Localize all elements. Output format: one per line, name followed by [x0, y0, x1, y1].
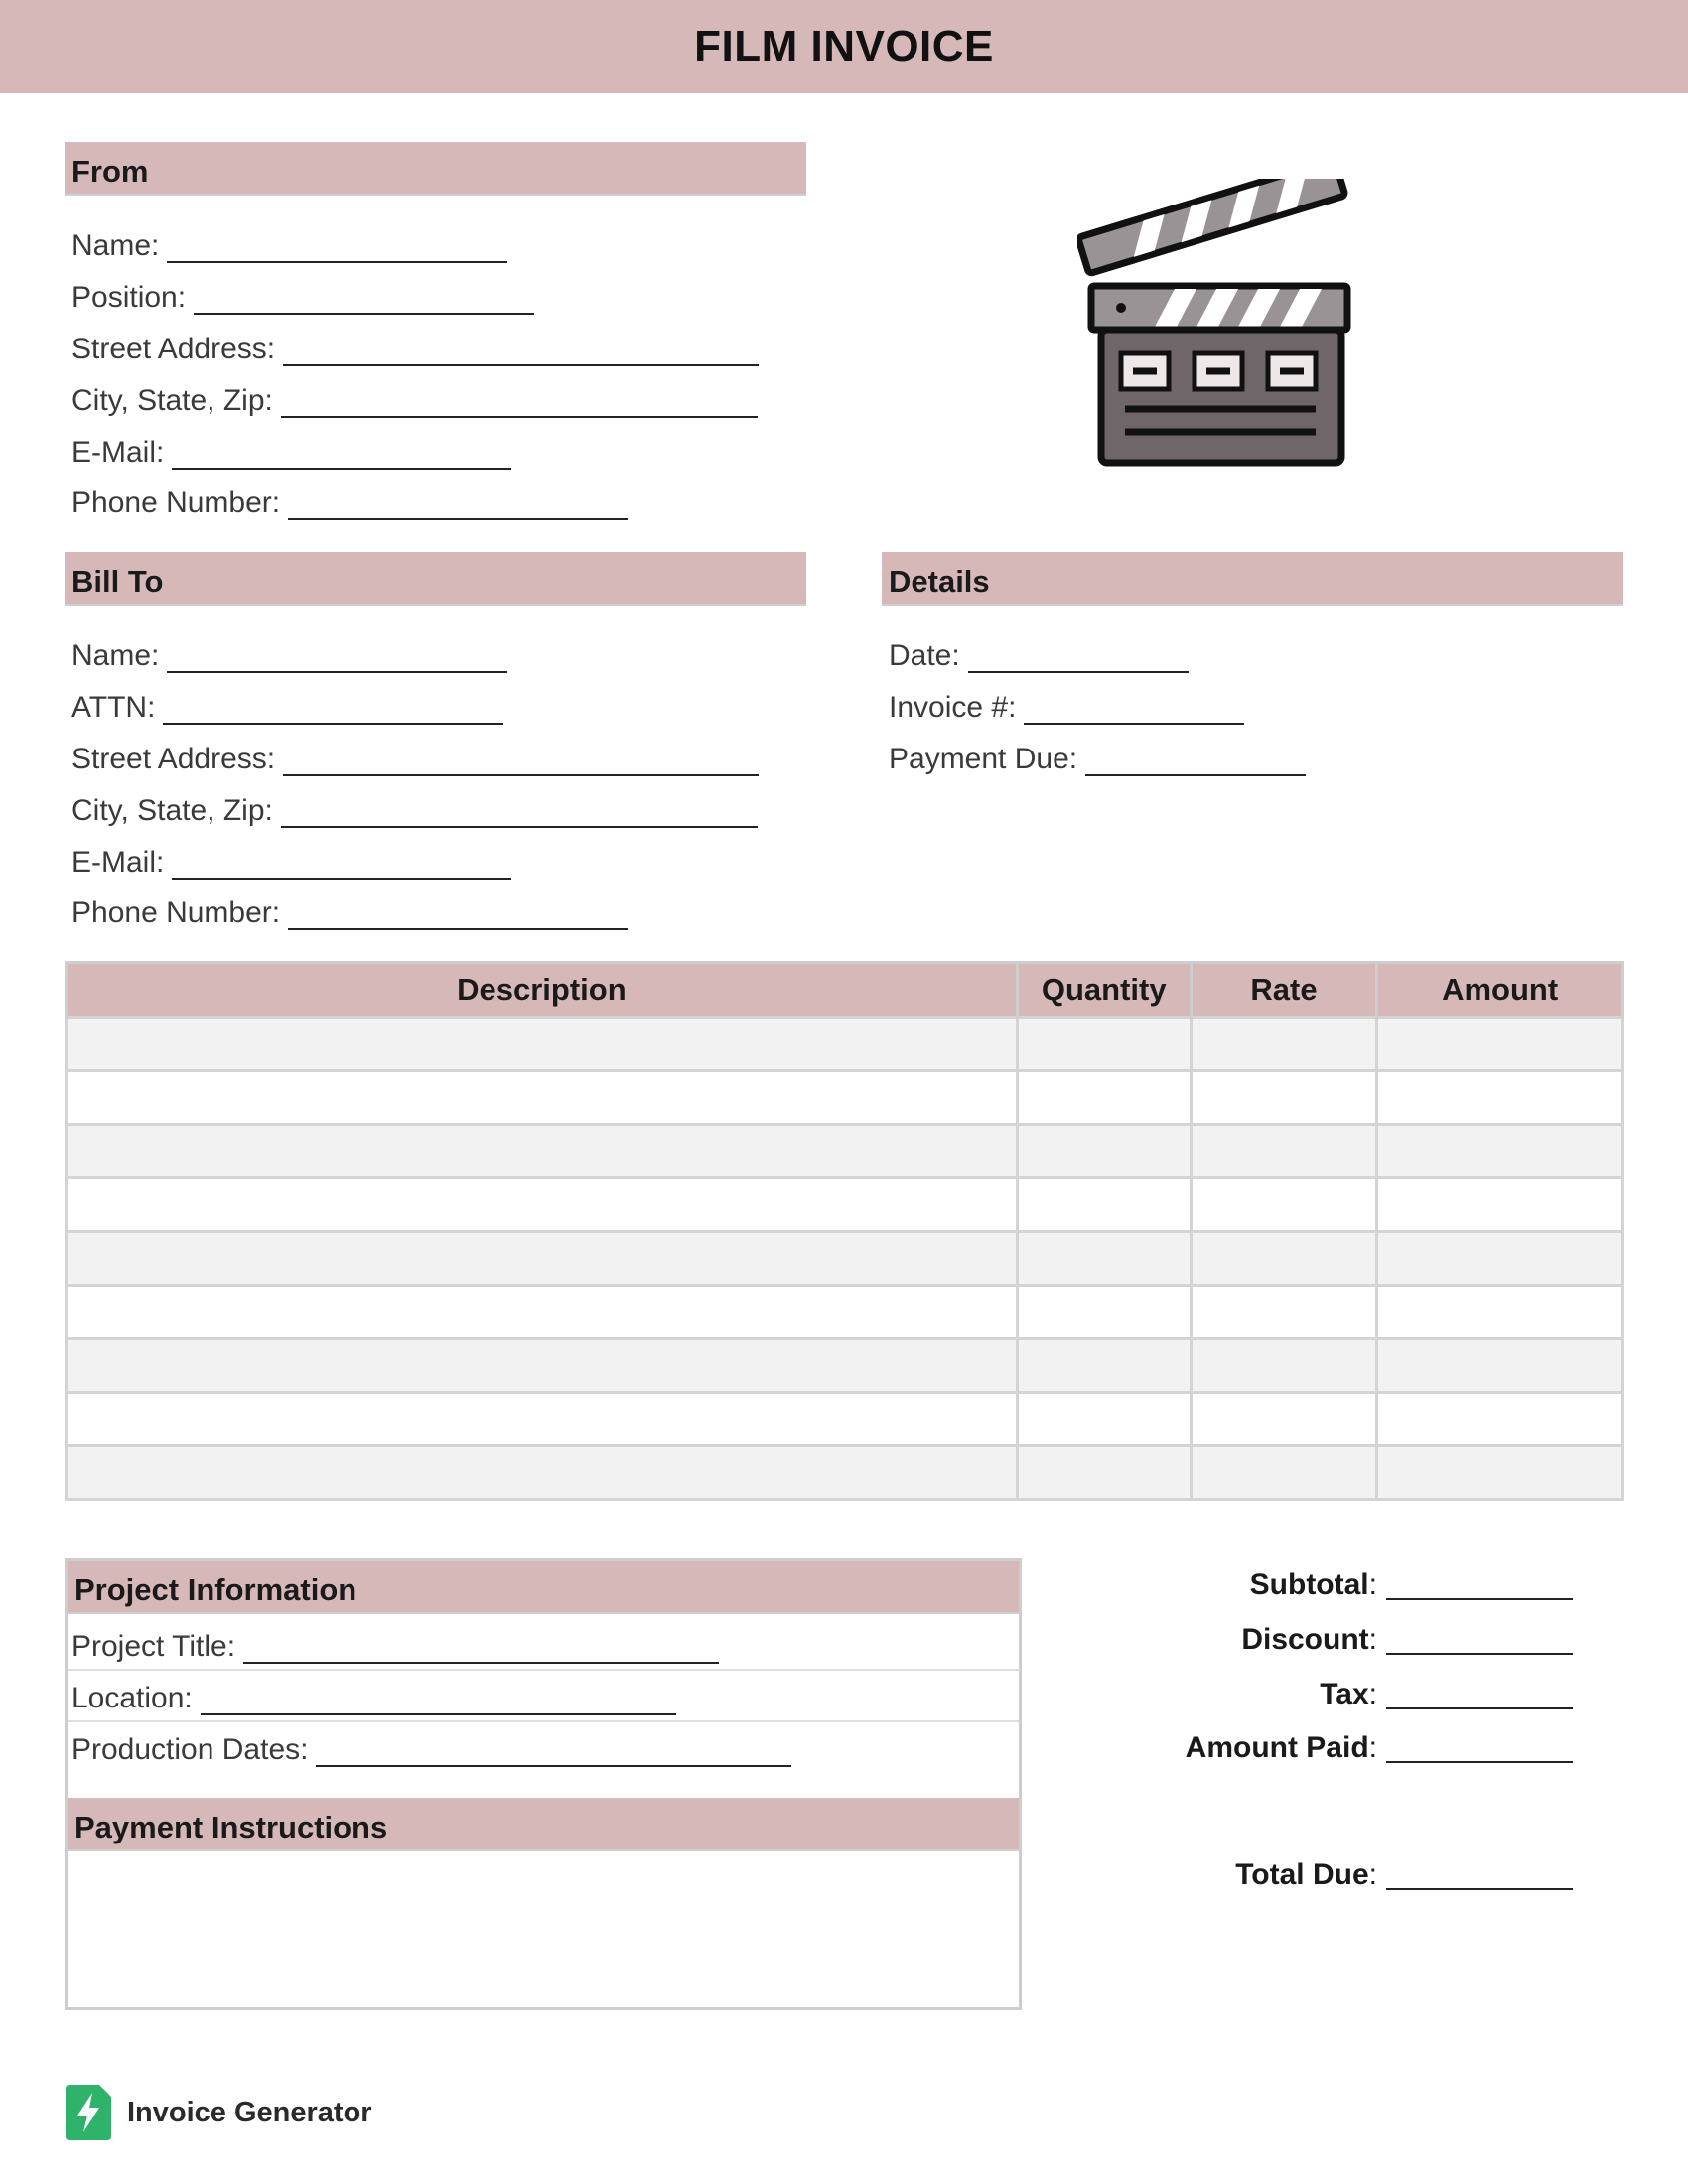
total-due-colon: :: [1368, 1858, 1377, 1891]
details-due-line[interactable]: [1085, 749, 1306, 776]
table-row: [67, 1125, 1623, 1178]
discount-line[interactable]: [1386, 1653, 1573, 1655]
payment-instructions-header-label: Payment Instructions: [74, 1810, 388, 1844]
project-info-header: [68, 1561, 1019, 1614]
bill-city-field[interactable]: [71, 788, 758, 828]
table-header-row: [67, 963, 1623, 1018]
amount-cell[interactable]: [1377, 1018, 1623, 1071]
from-email-label: E-Mail:: [71, 436, 165, 469]
details-invoice-field[interactable]: [889, 685, 1244, 725]
from-street-label: Street Address:: [71, 333, 276, 365]
total-due-label-text: Total Due: [1235, 1858, 1369, 1891]
total-due-line[interactable]: [1386, 1888, 1573, 1890]
from-position-field[interactable]: [71, 275, 534, 315]
rate-cell[interactable]: [1191, 1125, 1377, 1178]
quantity-cell[interactable]: [1017, 1125, 1191, 1178]
amount-paid-label-text: Amount Paid: [1185, 1731, 1369, 1764]
details-date-line[interactable]: [968, 645, 1189, 673]
table-row: [67, 1071, 1623, 1125]
bill-city-label: City, State, Zip:: [71, 794, 273, 827]
quantity-cell[interactable]: [1017, 1393, 1191, 1446]
from-phone-field[interactable]: [71, 480, 628, 520]
details-invoice-label: Invoice #:: [889, 691, 1017, 724]
rate-cell[interactable]: [1191, 1178, 1377, 1232]
subtotal-label-text: Subtotal: [1249, 1569, 1369, 1601]
amount-paid-label: [1186, 1731, 1377, 1765]
bill-street-line[interactable]: [283, 749, 759, 776]
details-invoice-line[interactable]: [1024, 697, 1244, 725]
description-cell[interactable]: [67, 1339, 1018, 1393]
amount-cell[interactable]: [1377, 1232, 1623, 1286]
rate-cell[interactable]: [1191, 1232, 1377, 1286]
bill-street-field[interactable]: [71, 737, 759, 776]
from-phone-label: Phone Number:: [71, 486, 281, 519]
rate-cell[interactable]: [1191, 1286, 1377, 1339]
bill-phone-label: Phone Number:: [71, 896, 281, 929]
from-city-label: City, State, Zip:: [71, 384, 273, 417]
description-cell[interactable]: [67, 1018, 1018, 1071]
description-cell[interactable]: [67, 1393, 1018, 1446]
bill-phone-field[interactable]: [71, 890, 628, 930]
from-city-line[interactable]: [281, 390, 758, 418]
description-cell[interactable]: [67, 1232, 1018, 1286]
details-header: [882, 552, 1623, 606]
quantity-cell[interactable]: [1017, 1178, 1191, 1232]
quantity-cell[interactable]: [1017, 1018, 1191, 1071]
invoice-generator-logo-icon: [66, 2085, 111, 2140]
table-row: [67, 1393, 1623, 1446]
from-phone-line[interactable]: [288, 492, 628, 520]
bill-name-field[interactable]: [71, 633, 507, 673]
project-dates-field[interactable]: [71, 1727, 791, 1767]
document-title: FILM INVOICE: [694, 22, 994, 70]
bill-email-line[interactable]: [172, 852, 511, 880]
clapperboard-icon: [1077, 179, 1360, 472]
description-cell[interactable]: [67, 1125, 1018, 1178]
from-street-field[interactable]: [71, 327, 759, 366]
from-email-line[interactable]: [172, 442, 511, 470]
from-name-line[interactable]: [167, 235, 507, 263]
amount-paid-line[interactable]: [1386, 1761, 1573, 1763]
column-header-rate: Rate: [1191, 963, 1377, 1018]
details-date-label: Date:: [889, 639, 960, 672]
from-street-line[interactable]: [283, 339, 759, 366]
rate-cell[interactable]: [1191, 1018, 1377, 1071]
table-row: [67, 1178, 1623, 1232]
payment-instructions-area[interactable]: [68, 1853, 1019, 2007]
from-header: [65, 142, 806, 196]
divider: [68, 1720, 1019, 1722]
description-cell[interactable]: [67, 1446, 1018, 1500]
rate-cell[interactable]: [1191, 1071, 1377, 1125]
total-due-label: [1235, 1858, 1377, 1892]
project-location-line[interactable]: [201, 1688, 676, 1715]
from-header-label: From: [71, 154, 149, 189]
tax-line[interactable]: [1386, 1707, 1573, 1709]
table-row: [67, 1339, 1623, 1393]
rate-cell[interactable]: [1191, 1393, 1377, 1446]
quantity-cell[interactable]: [1017, 1232, 1191, 1286]
project-location-field[interactable]: [71, 1676, 676, 1715]
description-cell[interactable]: [67, 1178, 1018, 1232]
quantity-cell[interactable]: [1017, 1339, 1191, 1393]
bill-city-line[interactable]: [281, 800, 758, 828]
discount-colon: :: [1368, 1623, 1377, 1656]
project-info-header-label: Project Information: [74, 1572, 357, 1607]
from-email-field[interactable]: [71, 430, 511, 470]
amount-cell[interactable]: [1377, 1286, 1623, 1339]
bill-attn-line[interactable]: [163, 697, 503, 725]
description-cell[interactable]: [67, 1286, 1018, 1339]
amount-cell[interactable]: [1377, 1178, 1623, 1232]
table-row: [67, 1232, 1623, 1286]
from-position-label: Position:: [71, 281, 187, 314]
description-cell[interactable]: [67, 1071, 1018, 1125]
bill-street-label: Street Address:: [71, 743, 276, 775]
discount-label: [1241, 1623, 1377, 1657]
details-date-field[interactable]: [889, 633, 1189, 673]
amount-cell[interactable]: [1377, 1339, 1623, 1393]
quantity-cell[interactable]: [1017, 1446, 1191, 1500]
bill-to-header: [65, 552, 806, 606]
amount-cell[interactable]: [1377, 1393, 1623, 1446]
bill-attn-field[interactable]: [71, 685, 503, 725]
project-dates-line[interactable]: [316, 1739, 791, 1767]
project-title-field[interactable]: [71, 1624, 719, 1664]
divider: [68, 1669, 1019, 1671]
details-due-field[interactable]: [889, 737, 1306, 776]
project-title-label: Project Title:: [71, 1630, 236, 1663]
subtotal-colon: :: [1368, 1569, 1377, 1601]
column-header-quantity: Quantity: [1017, 963, 1191, 1018]
amount-cell[interactable]: [1377, 1071, 1623, 1125]
table-row: [67, 1446, 1623, 1500]
from-city-field[interactable]: [71, 378, 758, 418]
column-header-amount: Amount: [1377, 963, 1623, 1018]
bill-name-label: Name:: [71, 639, 160, 672]
bill-email-field[interactable]: [71, 840, 511, 880]
discount-label-text: Discount: [1241, 1623, 1369, 1656]
footer-brand: Invoice Generator: [127, 2097, 372, 2128]
project-dates-label: Production Dates:: [71, 1733, 309, 1766]
tax-label-text: Tax: [1320, 1678, 1369, 1710]
bill-email-label: E-Mail:: [71, 846, 165, 879]
rate-cell[interactable]: [1191, 1446, 1377, 1500]
rate-cell[interactable]: [1191, 1339, 1377, 1393]
table-row: [67, 1286, 1623, 1339]
bill-to-header-label: Bill To: [71, 564, 164, 599]
subtotal-label: [1250, 1569, 1377, 1602]
quantity-cell[interactable]: [1017, 1286, 1191, 1339]
amount-cell[interactable]: [1377, 1125, 1623, 1178]
payment-instructions-header: [68, 1798, 1019, 1851]
amount-paid-colon: :: [1368, 1731, 1377, 1764]
project-location-label: Location:: [71, 1682, 193, 1714]
from-name-field[interactable]: [71, 223, 507, 263]
tax-colon: :: [1368, 1678, 1377, 1710]
from-name-label: Name:: [71, 229, 160, 262]
bill-phone-line[interactable]: [288, 902, 628, 930]
quantity-cell[interactable]: [1017, 1071, 1191, 1125]
title-bar: [0, 0, 1688, 93]
column-header-description: Description: [67, 963, 1018, 1018]
line-items-table: [65, 961, 1624, 1501]
tax-label: [1320, 1678, 1377, 1711]
subtotal-line[interactable]: [1386, 1598, 1573, 1600]
from-position-line[interactable]: [194, 287, 534, 315]
project-title-line[interactable]: [243, 1636, 719, 1664]
bill-attn-label: ATTN:: [71, 691, 156, 724]
details-due-label: Payment Due:: [889, 743, 1078, 775]
table-row: [67, 1018, 1623, 1071]
details-header-label: Details: [889, 564, 990, 599]
amount-cell[interactable]: [1377, 1446, 1623, 1500]
bill-name-line[interactable]: [167, 645, 507, 673]
